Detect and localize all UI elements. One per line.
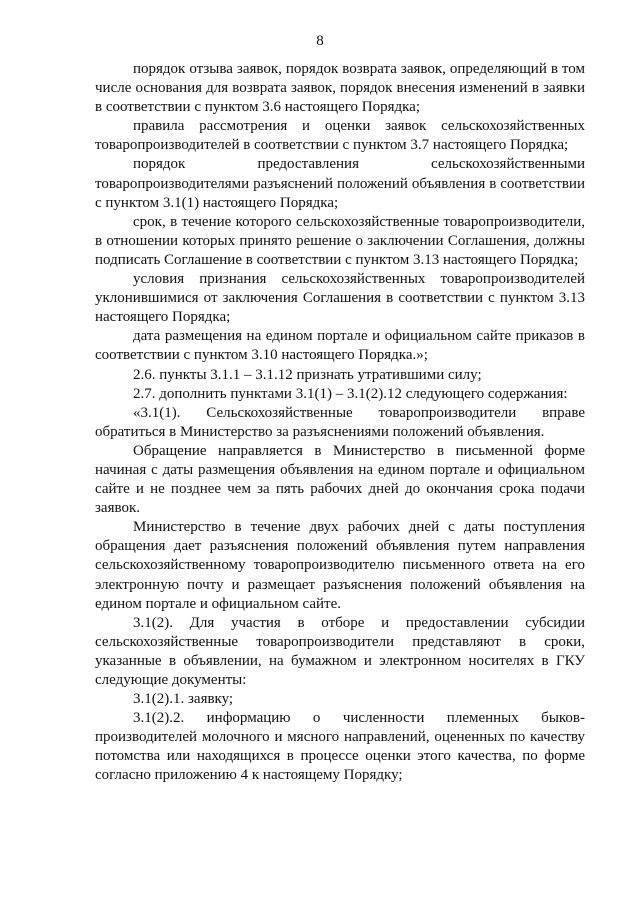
paragraph: 3.1(2).1. заявку;	[133, 691, 234, 708]
document-body	[95, 60, 585, 786]
paragraph: 3.1(2).2. информацию о численности племенных быков-производителей молочного и мясного направлений, оцененных по качеству потомства или находящихся в процессе оценки этого качества, по форме согласно приложению 4 к настоящему Порядку;	[95, 710, 585, 784]
paragraph: дата размещения на едином портале и официальном сайте приказов в соответствии с пунктом 3.10 настоящего Порядка.»;	[95, 328, 585, 364]
paragraph: порядок предоставления сельскохозяйственными товаропроизводителями разъяснений положений объявления в соответствии с пунктом 3.1(1) настоящего Порядка;	[95, 156, 585, 211]
paragraph: Обращение направляется в Министерство в письменной форме начиная с даты размещения объявления на едином портале и официальном сайте и не позднее чем за пять рабочих дней до окончания срока подачи заявок.	[95, 442, 585, 517]
paragraph: 2.7. дополнить пунктами 3.1(1) – 3.1(2).12 следующего содержания:	[133, 385, 568, 402]
paragraph: срок, в течение которого сельскохозяйственные товаропроизводители, в отношении которых принято решение о заключении Соглашения, должны подписать Соглашение в соответствии с пунктом 3.13 настоящего Порядка;	[95, 213, 585, 268]
paragraph: Министерство в течение двух рабочих дней с даты поступления обращения дает разъяснения положений объявления путем направления сельскохозяйственному товаропроизводителю письменного ответа на его электронную почту и размещает разъяснения положений объявления на едином портале и официальном сайте.	[95, 519, 585, 612]
paragraph: условия признания сельскохозяйственных товаропроизводителей уклонившимися от заключения Соглашения в соответствии с пунктом 3.13 настоящего Порядка;	[95, 271, 585, 326]
paragraph: порядок отзыва заявок, порядок возврата заявок, определяющий в том числе основания для возврата заявок, порядок внесения изменений в заявки в соответствии с пунктом 3.6 настоящего Порядка;	[95, 61, 585, 116]
page-number: 8	[316, 33, 324, 49]
paragraph: «3.1(1). Сельскохозяйственные товаропроизводители вправе обратиться в Министерство за разъяснениями положений объявления.	[95, 404, 585, 440]
paragraph: 3.1(2). Для участия в отборе и предоставлении субсидии сельскохозяйственные товаропроизводители представляют в сроки, указанные в объявлении, на бумажном и электронном носителях в ГКУ следующие документы:	[95, 614, 585, 688]
paragraph: правила рассмотрения и оценки заявок сельскохозяйственных товаропроизводителей в соответствии с пунктом 3.7 настоящего Порядка;	[95, 118, 585, 154]
paragraph: 2.6. пункты 3.1.1 – 3.1.12 признать утратившими силу;	[133, 366, 482, 383]
